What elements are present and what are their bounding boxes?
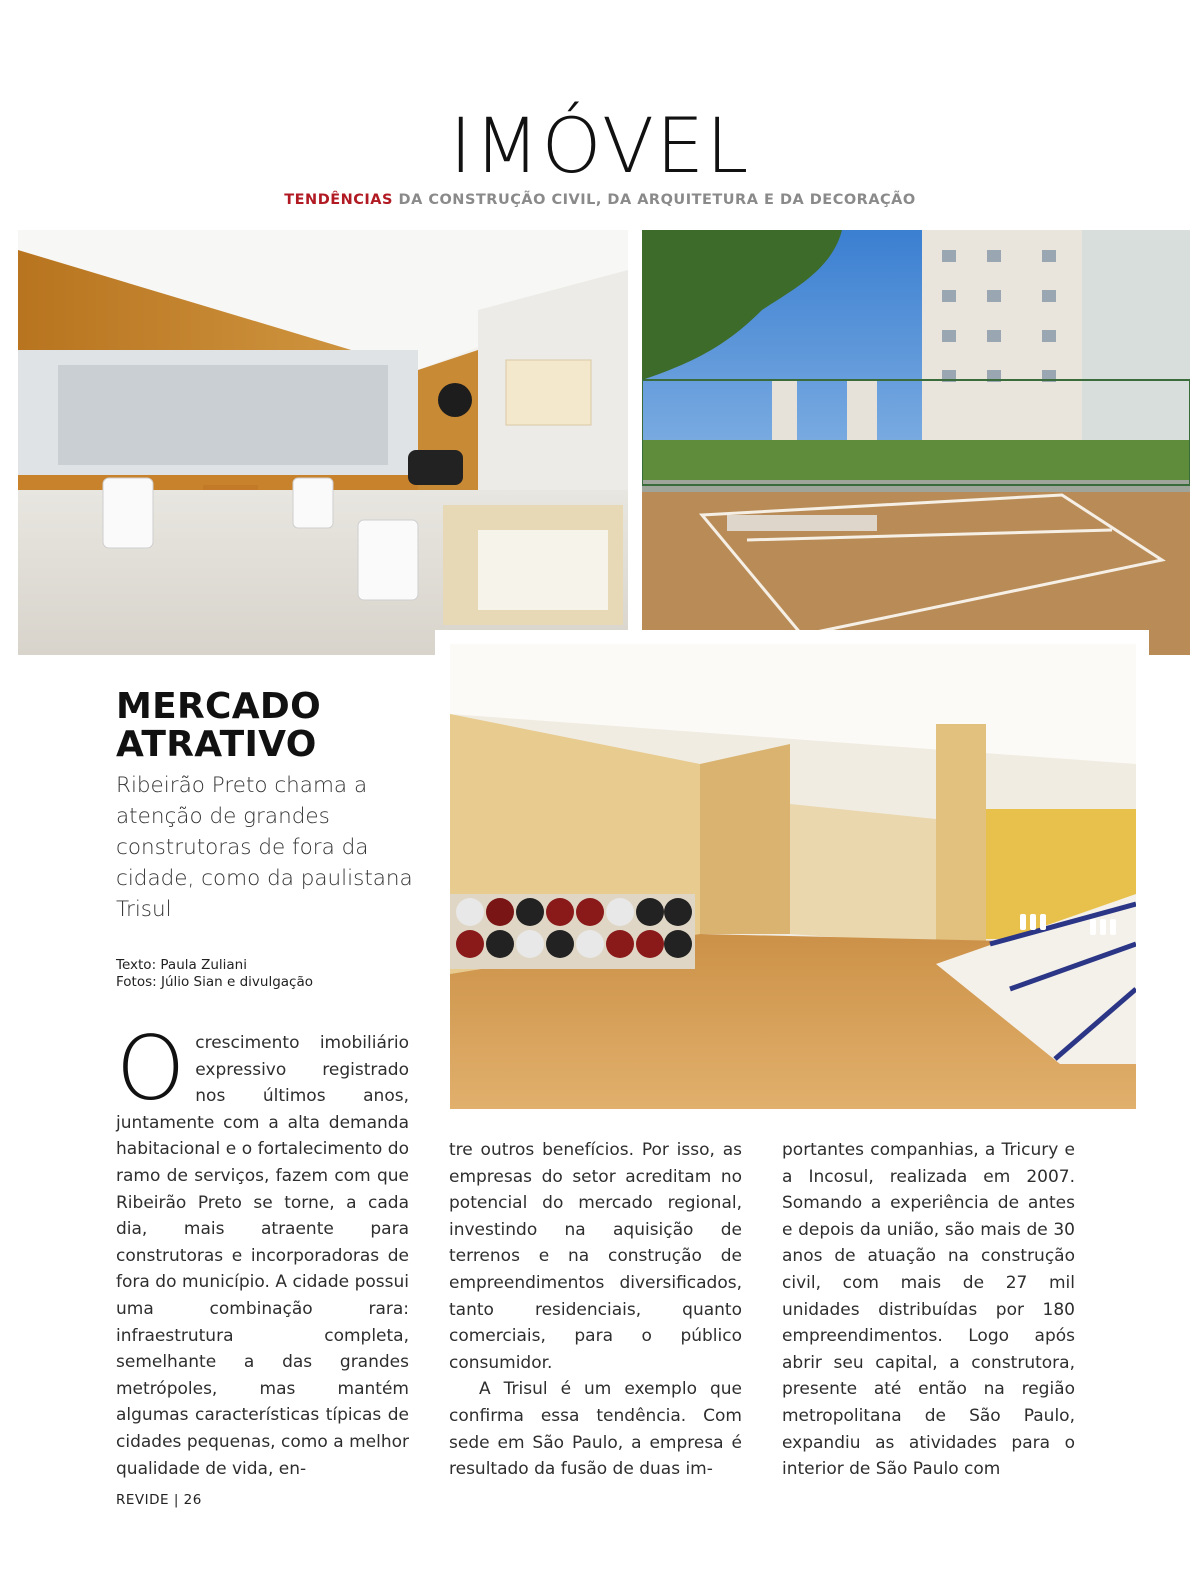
section-subtitle bbox=[0, 192, 1200, 208]
article-credits bbox=[116, 957, 313, 991]
headline-line-2: ATRATIVO bbox=[116, 724, 317, 765]
col2-paragraph-1: tre outros benefícios. Por isso, as empresas do setor acreditam no potencial do mercado regional, investindo na aquisição de terrenos e na construção de empreendimentos diversificados, tanto residenciais, quanto comerciais, para o público consumidor. bbox=[449, 1140, 742, 1373]
subtitle-accent: TENDÊNCIAS bbox=[284, 192, 393, 208]
col1-paragraph: crescimento imobiliário expressivo registrado nos últimos anos, juntamente com a alta demanda habitacional e o fortalecimento do ramo de serviços, fazem com que Ribeirão Preto se torne, a cada dia, mais atraente para construtoras e incorporadoras de fora do município. A cidade possui uma combinação rara: infraestrutura completa, semelhante a das grandes metrópoles, mas mantém algumas características típicas de cidades pequenas, como a melhor qualidade de vida, en- bbox=[116, 1033, 409, 1479]
subtitle-rest: DA CONSTRUÇÃO CIVIL, DA ARQUITETURA E DA DECORAÇÃO bbox=[392, 192, 916, 208]
body-column-1 bbox=[116, 1017, 409, 1482]
headline-line-1: MERCADO bbox=[116, 686, 322, 727]
body-column-3 bbox=[782, 1137, 1075, 1483]
article-headline bbox=[116, 688, 321, 764]
section-title: IMÓVEL bbox=[449, 101, 751, 190]
article-deck: Ribeirão Preto chama a atenção de grandes construtoras de fora da cidade, como da paulistana Trisul bbox=[116, 773, 413, 922]
col3-paragraph: portantes companhias, a Tricury e a Incosul, realizada em 2007. Somando a experiência de antes e depois da união, são mais de 30 anos de atuação na construção civil, com mais de 27 mil unidades distribuídas por 180 empreendimentos. Logo após abrir seu capital, a construtora, presente até então na região metropolitana de São Paulo, expandiu as atividades para o interior de São Paulo com bbox=[782, 1140, 1075, 1480]
photo-bowling-alley bbox=[435, 630, 1149, 1117]
photo-tennis-court bbox=[642, 230, 1190, 655]
body-column-2 bbox=[449, 1137, 742, 1483]
photo-salon-interior bbox=[18, 230, 628, 655]
page-folio: REVIDE | 26 bbox=[116, 1492, 202, 1508]
credit-text: Texto: Paula Zuliani bbox=[116, 957, 247, 973]
drop-cap: O bbox=[116, 1017, 186, 1120]
credit-photos: Fotos: Júlio Sian e divulgação bbox=[116, 974, 314, 990]
col2-paragraph-2: A Trisul é um exemplo que confirma essa tendência. Com sede em São Paulo, a empresa é resultado da fusão de duas im- bbox=[449, 1379, 742, 1480]
